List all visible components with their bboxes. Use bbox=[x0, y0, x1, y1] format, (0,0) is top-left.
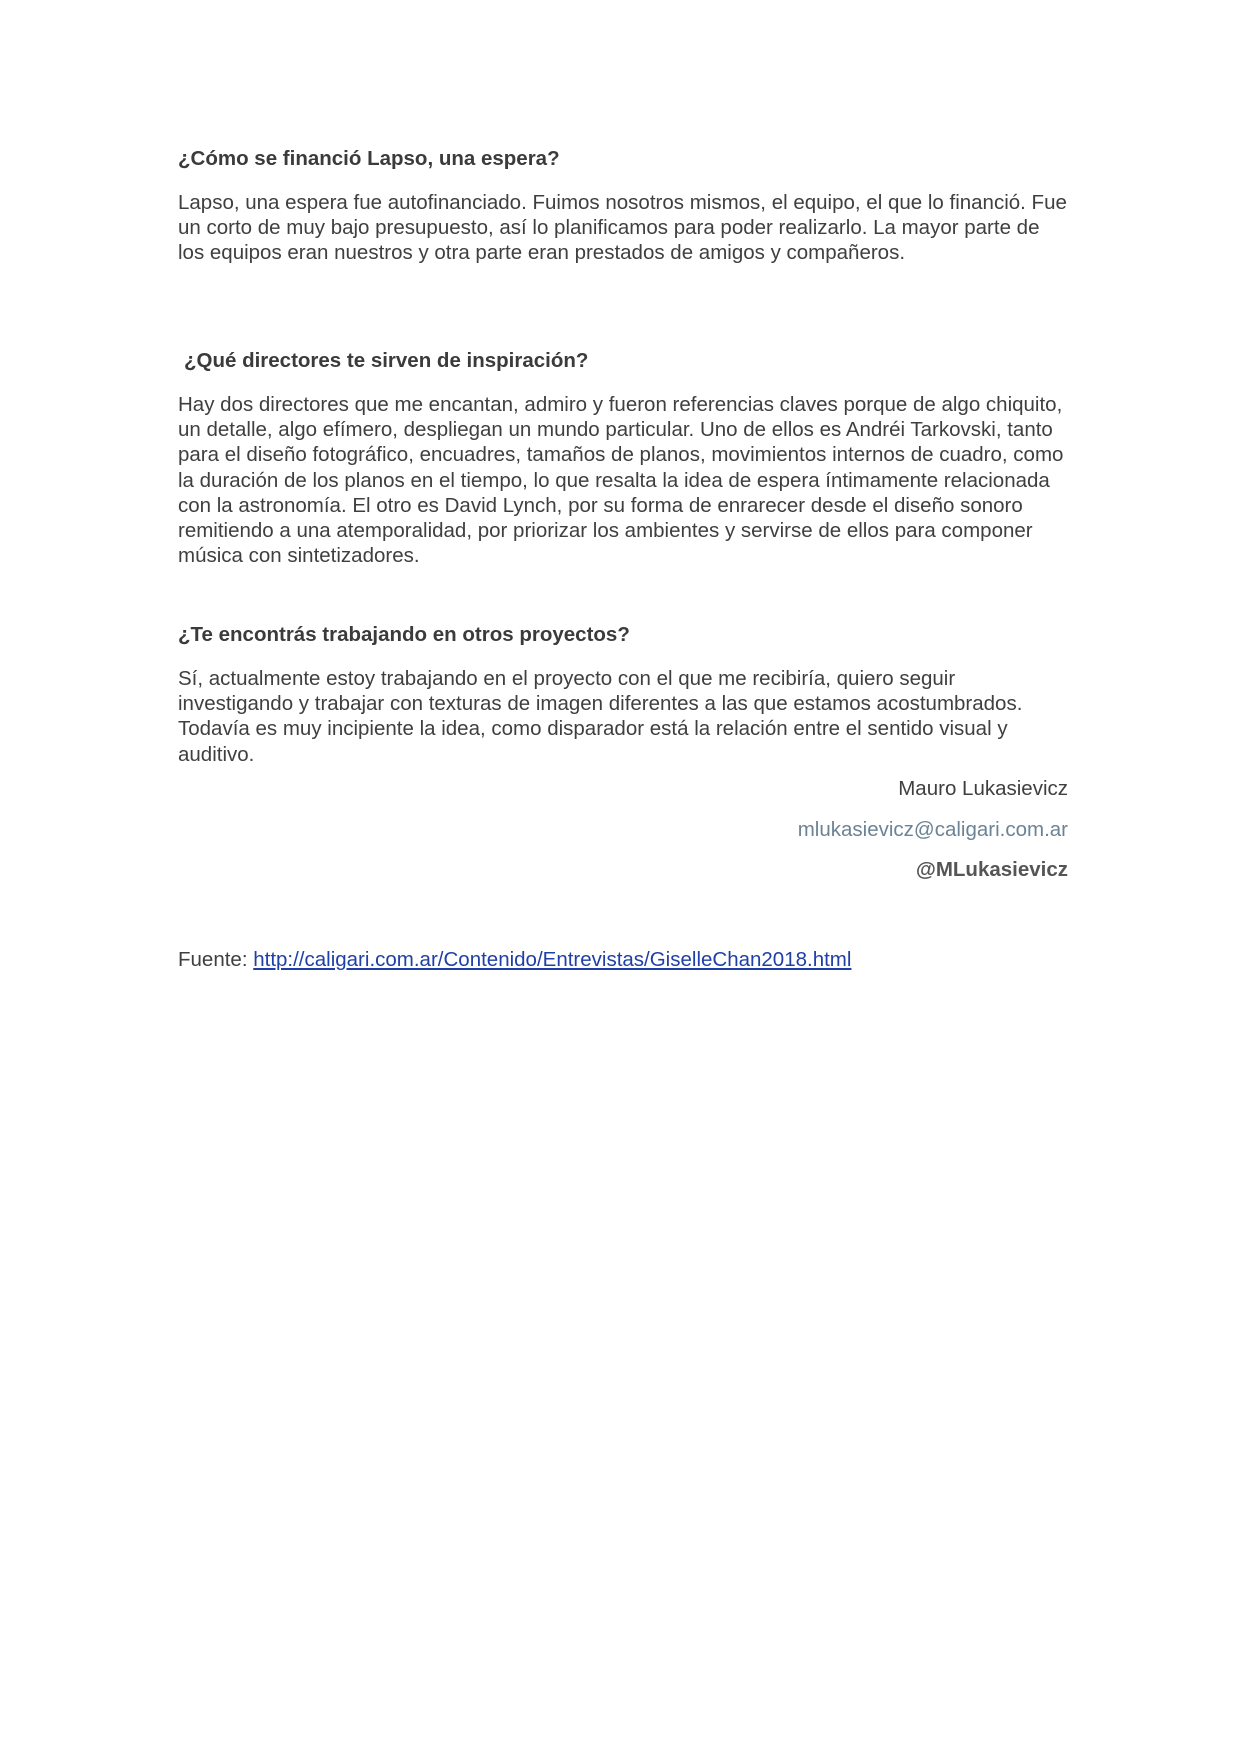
author-handle: @MLukasievicz bbox=[915, 858, 1068, 881]
answer-financing: Lapso, una espera fue autofinanciado. Fuimos nosotros mismos, el equipo, el que lo financió. Fue un corto de muy bajo presupuesto, así lo planificamos para poder realizarlo. La mayor parte de los equipos eran nuestros y otra parte eran prestados de amigos y compañeros. bbox=[178, 191, 1067, 265]
answer-projects: Sí, actualmente estoy trabajando en el proyecto con el que me recibiría, quiero seguir investigando y trabajar con texturas de imagen diferentes a las que estamos acostumbrados. Todavía es muy incipiente la idea, como disparador está la relación entre el sentido visual y auditivo. bbox=[178, 667, 1023, 766]
source-line bbox=[178, 947, 851, 973]
question-projects: ¿Te encontrás trabajando en otros proyectos? bbox=[178, 623, 630, 646]
author-name: Mauro Lukasievicz bbox=[898, 777, 1068, 800]
answer-inspiration: Hay dos directores que me encantan, admiro y fueron referencias claves porque de algo chiquito, un detalle, algo efímero, despliegan un mundo particular. Uno de ellos es Andréi Tarkovski, tanto para el diseño fotográfico, encuadres, tamaños de planos, movimientos internos de cuadro, como la duración de los planos en el tiempo, lo que resalta la idea de espera íntimamente relacionada con la astronomía. El otro es David Lynch, por su forma de enrarecer desde el diseño sonoro remitiendo a una atemporalidad, por priorizar los ambientes y servirse de ellos para componer música con sintetizadores. bbox=[178, 393, 1064, 568]
question-inspiration: ¿Qué directores te sirven de inspiración? bbox=[184, 349, 589, 372]
question-financing: ¿Cómo se financió Lapso, una espera? bbox=[178, 147, 560, 170]
author-email: mlukasievicz@caligari.com.ar bbox=[797, 818, 1068, 841]
source-label: Fuente: bbox=[178, 948, 254, 971]
source-link[interactable]: http://caligari.com.ar/Contenido/Entrevistas/GiselleChan2018.html bbox=[253, 948, 852, 971]
